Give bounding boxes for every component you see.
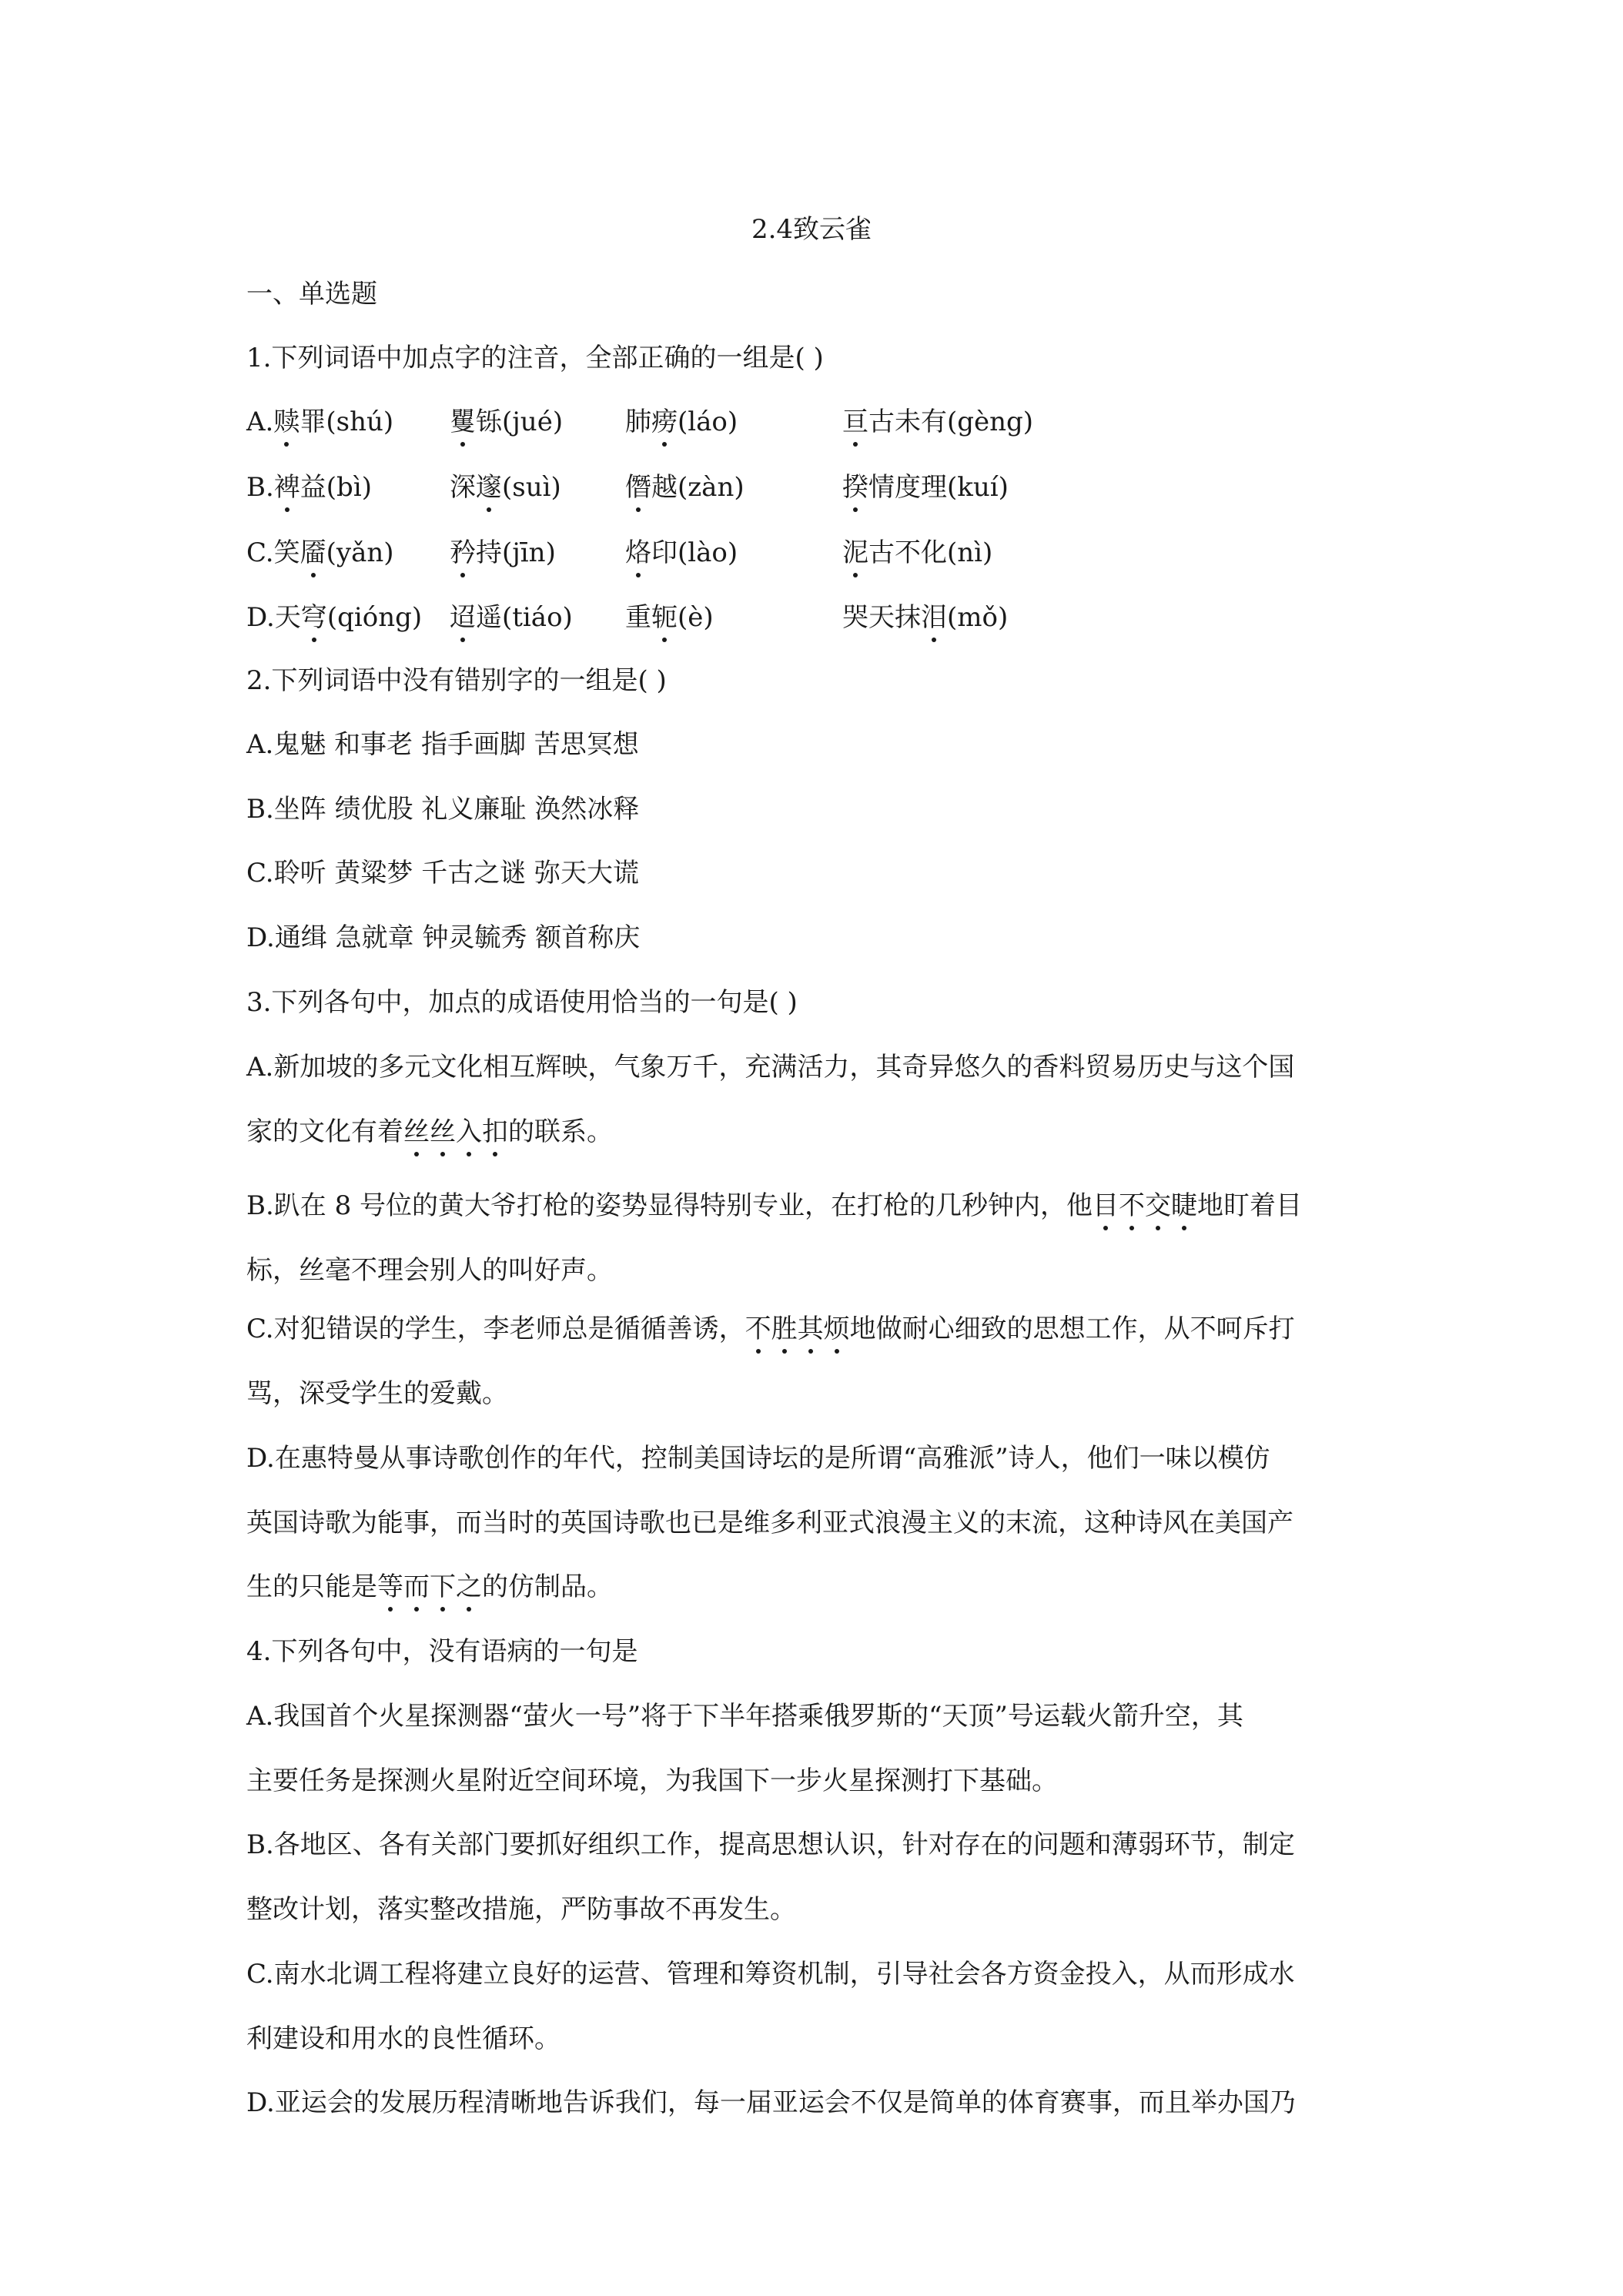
dotted-character: 烦 — [823, 1314, 850, 1344]
question-3-option-d-line-3: 生的只能是等而下之的仿制品。 — [246, 1571, 613, 1602]
dotted-character: 丝 — [430, 1116, 456, 1147]
question-4-option-a-line-2: 主要任务是探测火星附近空间环境，为我国下一步火星探测打下基础。 — [246, 1766, 1058, 1796]
pronunciation-item: 深邃(suì) — [450, 472, 561, 503]
dotted-character: 迢 — [450, 602, 476, 633]
dotted-character: 靥 — [300, 537, 326, 568]
dotted-character: 入 — [456, 1116, 482, 1147]
question-2-option-a: A.鬼魅 和事老 指手画脚 苦思冥想 — [246, 729, 639, 760]
dotted-character: 矍 — [450, 407, 476, 437]
dotted-character: 之 — [456, 1571, 482, 1602]
question-4-option-b-line-2: 整改计划，落实整改措施，严防事故不再发生。 — [246, 1894, 796, 1925]
dotted-character: 矜 — [450, 537, 476, 568]
pronunciation-item: C.笑靥(yǎn) — [246, 537, 394, 568]
pronunciation-item: B.裨益(bì) — [246, 472, 372, 503]
dotted-character: 胜 — [771, 1314, 798, 1344]
dotted-character: 邃 — [476, 472, 502, 503]
dotted-character: 其 — [797, 1314, 824, 1344]
pronunciation-item: A.赎罪(shú) — [246, 407, 394, 437]
dotted-character: 僭 — [625, 472, 651, 503]
dotted-character: 睫 — [1171, 1190, 1198, 1221]
dotted-character: 不 — [745, 1314, 771, 1344]
pronunciation-item: 迢遥(tiáo) — [450, 602, 573, 633]
dotted-character: 泪 — [921, 602, 947, 633]
dotted-character: 痨 — [651, 407, 678, 437]
section-heading: 一、单选题 — [246, 279, 377, 310]
question-4-option-d-line-1: D.亚运会的发展历程清晰地告诉我们，每一届亚运会不仅是简单的体育赛事，而且举办国乃 — [246, 2087, 1296, 2118]
pronunciation-item: 哭天抹泪(mǒ) — [842, 602, 1009, 633]
dotted-character: 赎 — [273, 407, 300, 437]
question-1-stem: 1.下列词语中加点字的注音，全部正确的一组是( ) — [246, 343, 824, 373]
dotted-idiom — [1093, 1190, 1197, 1221]
dotted-character: 泥 — [842, 537, 868, 568]
pronunciation-item: 重轭(è) — [625, 602, 714, 633]
dotted-character: 交 — [1145, 1190, 1172, 1221]
dotted-character: 下 — [430, 1571, 456, 1602]
question-2-option-b: B.坐阵 绩优股 礼义廉耻 涣然冰释 — [246, 794, 640, 825]
question-3-option-c-line-1: C.对犯错误的学生，李老师总是循循善诱，不胜其烦地做耐心细致的思想工作，从不呵斥打 — [246, 1314, 1295, 1344]
dotted-character: 不 — [1119, 1190, 1146, 1221]
pronunciation-item: 烙印(lào) — [625, 537, 738, 568]
pronunciation-item: 矜持(jīn) — [450, 537, 556, 568]
pronunciation-item: 僭越(zàn) — [625, 472, 745, 503]
question-3-option-a-line-2: 家的文化有着丝丝入扣的联系。 — [246, 1116, 613, 1147]
dotted-character: 丝 — [403, 1116, 430, 1147]
pronunciation-item: 泥古不化(nì) — [842, 537, 993, 568]
dotted-character: 目 — [1093, 1190, 1119, 1221]
question-4-option-c-line-1: C.南水北调工程将建立良好的运营、管理和筹资机制，引导社会各方资金投入，从而形成水 — [246, 1959, 1295, 1990]
pronunciation-item: 矍铄(jué) — [450, 407, 564, 437]
question-4-stem: 4.下列各句中，没有语病的一句是 — [246, 1636, 638, 1667]
question-2-option-c: C.聆听 黄粱梦 千古之谜 弥天大谎 — [246, 858, 640, 889]
dotted-character: 轭 — [651, 602, 678, 633]
question-3-option-b-line-2: 标，丝毫不理会别人的叫好声。 — [246, 1255, 613, 1286]
dotted-character: 亘 — [842, 407, 868, 437]
question-3-stem: 3.下列各句中，加点的成语使用恰当的一句是( ) — [246, 987, 798, 1018]
pronunciation-item: 肺痨(láo) — [625, 407, 738, 437]
question-2-option-d: D.通缉 急就章 钟灵毓秀 额首称庆 — [246, 922, 641, 953]
question-3-option-b-line-1: B.趴在 8 号位的黄大爷打枪的姿势显得特别专业，在打枪的几秒钟内，他目不交睫地盯着目 — [246, 1190, 1303, 1221]
dotted-character: 揆 — [842, 472, 868, 503]
pronunciation-item: 亘古未有(gèng) — [842, 407, 1034, 437]
dotted-character: 裨 — [273, 472, 300, 503]
dotted-character: 穹 — [300, 602, 327, 633]
dotted-character: 扣 — [482, 1116, 508, 1147]
question-3-option-d-line-2: 英国诗歌为能事，而当时的英国诗歌也已是维多利亚式浪漫主义的末流，这种诗风在美国产 — [246, 1508, 1293, 1538]
dotted-character: 等 — [377, 1571, 403, 1602]
question-3-option-d-line-1: D.在惠特曼从事诗歌创作的年代，控制美国诗坛的是所谓“高雅派”诗人，他们一味以模仿 — [246, 1443, 1270, 1474]
dotted-idiom — [377, 1571, 482, 1602]
question-4-option-b-line-1: B.各地区、各有关部门要抓好组织工作，提高思想认识，针对存在的问题和薄弱环节，制定 — [246, 1829, 1295, 1860]
question-4-option-a-line-1: A.我国首个火星探测器“萤火一号”将于下半年搭乘俄罗斯的“天顶”号运载火箭升空，其 — [246, 1701, 1243, 1732]
pronunciation-item: 揆情度理(kuí) — [842, 472, 1009, 503]
dotted-idiom — [745, 1314, 850, 1344]
question-4-option-c-line-2: 利建设和用水的良性循环。 — [246, 2023, 561, 2054]
pronunciation-item: D.天穹(qióng) — [246, 602, 423, 633]
dotted-idiom — [403, 1116, 508, 1147]
question-2-stem: 2.下列词语中没有错别字的一组是( ) — [246, 665, 667, 696]
question-3-option-a-line-1: A.新加坡的多元文化相互辉映，气象万千，充满活力，其奇异悠久的香料贸易历史与这个国 — [246, 1052, 1295, 1083]
page-title: 2.4致云雀 — [751, 214, 872, 245]
dotted-character: 而 — [403, 1571, 430, 1602]
dotted-character: 烙 — [625, 537, 651, 568]
question-3-option-c-line-2: 骂，深受学生的爱戴。 — [246, 1378, 508, 1409]
